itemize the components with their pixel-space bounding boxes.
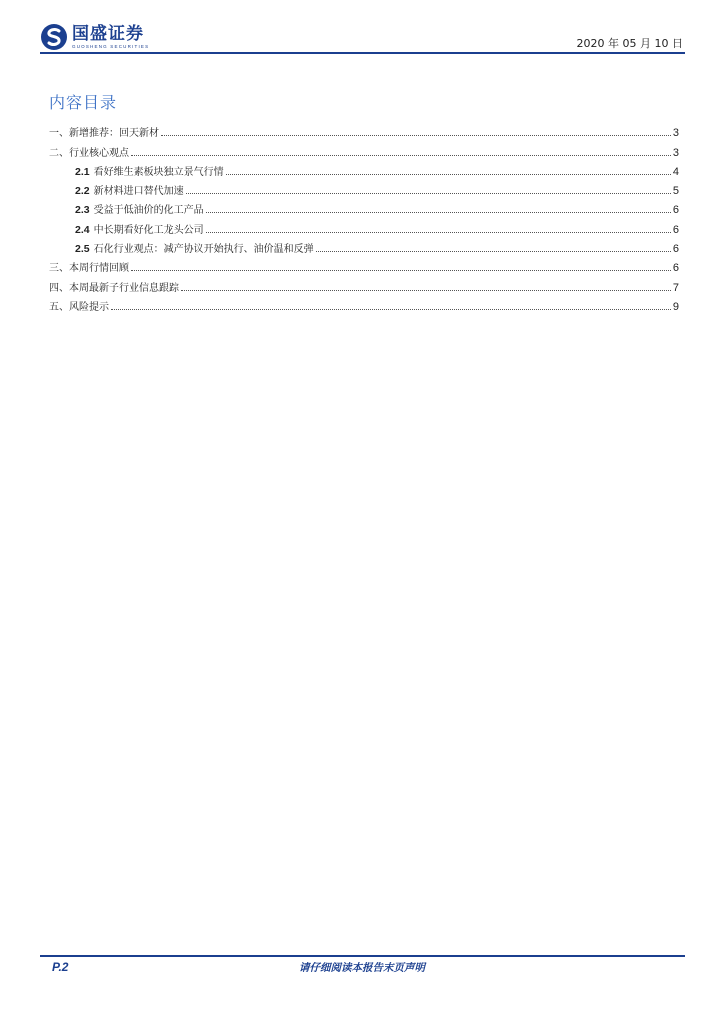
toc-entry-page: 3 bbox=[672, 127, 679, 140]
toc-entry[interactable] bbox=[49, 120, 679, 139]
toc-entry-text: 中长期看好化工龙头公司 bbox=[93, 224, 204, 236]
toc-entry[interactable] bbox=[49, 236, 679, 255]
toc-entry[interactable] bbox=[49, 178, 679, 197]
toc-entry-page: 6 bbox=[672, 262, 679, 275]
dot-leader bbox=[161, 134, 671, 136]
toc-entry-number: 2.2 bbox=[75, 185, 90, 198]
dot-leader bbox=[181, 289, 671, 291]
toc-entry-page: 3 bbox=[672, 146, 679, 159]
dot-leader bbox=[131, 269, 671, 271]
toc-entry-page: 5 bbox=[672, 185, 679, 198]
toc-entry-number: 2.3 bbox=[75, 204, 90, 217]
logo-english-name: GUOSHENG SECURITIES bbox=[72, 44, 150, 49]
toc-entry-text: 受益于低油价的化工产品 bbox=[93, 205, 204, 217]
toc-entry[interactable] bbox=[49, 139, 679, 158]
page-number: P.2 bbox=[52, 960, 69, 974]
toc-entry[interactable] bbox=[49, 216, 679, 235]
toc-entry-text: 二、行业核心观点 bbox=[49, 147, 129, 159]
toc-entry-text: 一、新增推荐：回天新材 bbox=[49, 128, 159, 140]
table-of-contents bbox=[49, 120, 679, 313]
toc-entry-page: 6 bbox=[672, 243, 679, 256]
toc-entry-text: 石化行业观点：减产协议开始执行、油价温和反弹 bbox=[93, 244, 314, 256]
toc-entry-number: 2.1 bbox=[75, 165, 90, 178]
dot-leader bbox=[206, 211, 671, 213]
toc-entry-page: 6 bbox=[672, 204, 679, 217]
toc-entry-number: 2.5 bbox=[75, 243, 90, 256]
dot-leader bbox=[186, 192, 671, 194]
toc-entry-page: 4 bbox=[672, 165, 679, 178]
toc-entry-text: 四、本周最新子行业信息跟踪 bbox=[49, 282, 179, 294]
dot-leader bbox=[206, 231, 671, 233]
toc-entry-text: 看好维生素板块独立景气行情 bbox=[93, 166, 224, 178]
company-logo bbox=[40, 20, 149, 54]
toc-entry[interactable] bbox=[49, 197, 679, 216]
toc-entry-text: 五、风险提示 bbox=[49, 301, 109, 313]
footer-divider bbox=[40, 955, 685, 957]
page-header bbox=[40, 20, 685, 54]
toc-entry-number: 2.4 bbox=[75, 223, 90, 236]
toc-entry[interactable] bbox=[49, 274, 679, 293]
dot-leader bbox=[131, 154, 671, 156]
footer-disclaimer: 请仔细阅读本报告末页声明 bbox=[299, 962, 425, 974]
toc-entry[interactable] bbox=[49, 294, 679, 313]
toc-entry-page: 9 bbox=[672, 300, 679, 313]
toc-entry[interactable] bbox=[49, 159, 679, 178]
toc-entry[interactable] bbox=[49, 255, 679, 274]
guosheng-logo-icon bbox=[40, 23, 68, 51]
dot-leader bbox=[316, 250, 671, 252]
toc-entry-page: 6 bbox=[672, 223, 679, 236]
logo-chinese-name: 国盛证券 bbox=[72, 24, 144, 44]
report-date: 2020 年 05 月 10 日 bbox=[576, 37, 683, 50]
header-divider bbox=[40, 52, 685, 54]
toc-entry-page: 7 bbox=[672, 281, 679, 294]
toc-entry-text: 新材料进口替代加速 bbox=[93, 186, 184, 198]
dot-leader bbox=[226, 173, 671, 175]
toc-entry-text: 三、本周行情回顾 bbox=[49, 263, 129, 275]
dot-leader bbox=[111, 308, 671, 310]
toc-title: 内容目录 bbox=[49, 93, 118, 112]
